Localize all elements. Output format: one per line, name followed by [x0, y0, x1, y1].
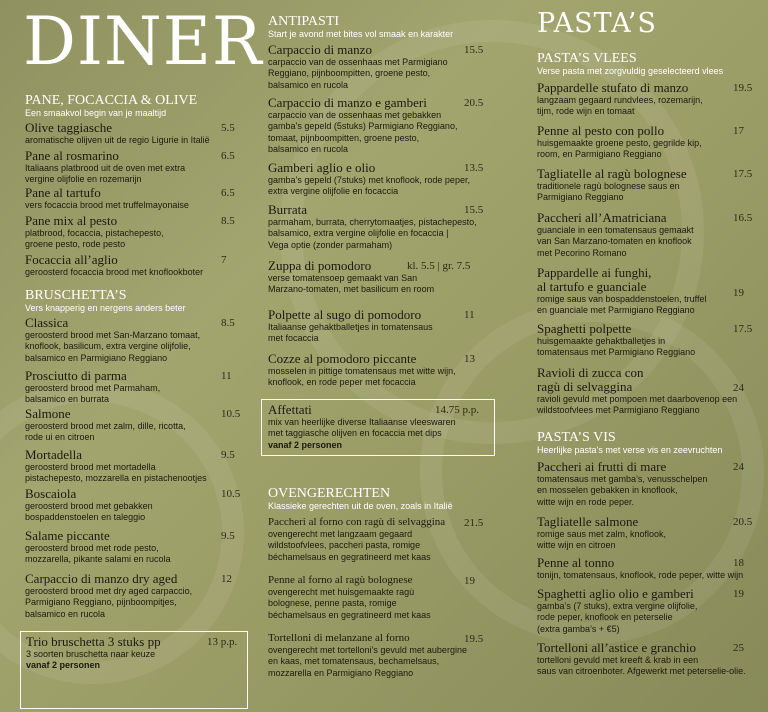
section-subtitle: Een smaakvol begin van je maaltijd — [25, 108, 167, 118]
menu-item — [268, 161, 500, 198]
section-header-pane — [25, 93, 255, 119]
menu-item — [25, 448, 247, 485]
item-description: mosselen in pittige tomatensaus met witte wijn, knoflook, en rode peper met focaccia — [268, 366, 456, 388]
item-price: 13 p.p. — [207, 636, 238, 648]
section-subtitle: Klassieke gerechten uit de oven, zoals in Italië — [268, 501, 453, 511]
menu-item — [25, 186, 247, 211]
item-name: Gamberi aglio e olio — [268, 160, 376, 175]
box-note: vanaf 2 personen — [26, 660, 101, 670]
item-name: Prosciutto di parma — [25, 368, 127, 383]
item-price: 24 — [733, 461, 744, 473]
item-description: geroosterd brood met zalm, dille, ricotta, rode ui en citroen — [25, 421, 186, 443]
item-name: Paccheri ai frutti di mare — [537, 459, 667, 474]
item-price: 19.5 — [464, 633, 484, 645]
item-name: Trio bruschetta 3 stuks pp — [26, 634, 161, 649]
item-price: 19.5 — [733, 82, 753, 94]
menu-item — [25, 572, 247, 620]
item-price: 8.5 — [221, 317, 235, 329]
item-name: Penne al forno al ragù bolognese — [268, 574, 413, 586]
item-name: Carpaccio di manzo dry aged — [25, 571, 178, 586]
item-price: 13.5 — [464, 162, 484, 174]
item-name: Pappardelle ai funghi, al tartufo e guanciale — [537, 265, 652, 294]
item-name: Polpette al sugo di pomodoro — [268, 307, 422, 322]
menu-item — [537, 366, 762, 417]
item-name: Carpaccio di manzo e gamberi — [268, 95, 427, 110]
item-description: romige saus met zalm, knoflook, witte wijn en citroen — [537, 529, 667, 551]
item-name: Tortelloni di melanzane al forno — [268, 632, 410, 644]
item-description: Italiaans platbrood uit de oven met extra vergine olijfolie en rozemarijn — [25, 163, 186, 185]
menu-item — [537, 587, 762, 635]
item-name: Ravioli di zucca con ragù di selvaggina — [537, 365, 644, 394]
item-price: 17 — [733, 125, 744, 137]
menu-item — [268, 632, 500, 679]
section-title: ANTIPASTI — [268, 14, 340, 29]
item-name: Carpaccio di manzo — [268, 42, 372, 57]
item-name: Paccheri all’Amatriciana — [537, 210, 667, 225]
menu-item — [537, 556, 762, 581]
item-description: gamba’s gepeld (7stuks) met knoflook, rode peper, extra vergine olijfolie en focaccia — [268, 175, 470, 197]
section-subtitle: Verse pasta met zorgvuldig geselecteerd vlees — [537, 66, 724, 76]
item-name: Spaghetti polpette — [537, 321, 632, 336]
item-price: 15.5 — [464, 44, 484, 56]
item-name: Penne al pesto con pollo — [537, 123, 665, 138]
menu-item — [537, 322, 762, 359]
page-title: DINER — [23, 3, 263, 80]
item-description: mix van heerlijke diverse Italiaanse vleeswaren met taggiasche olijven en focaccia met dips — [268, 417, 456, 439]
item-description: romige saus van bospaddenstoelen, truffel en guanciale met Parmigiano Reggiano — [537, 294, 707, 316]
section-subtitle: Heerlijke pasta’s met verse vis en zeevruchten — [537, 445, 723, 455]
item-description: tonijn, tomatensaus, knoflook, rode peper, witte wijn — [537, 570, 744, 580]
menu-item — [25, 149, 247, 186]
pasta-title: PASTA’S — [537, 8, 657, 39]
menu-item — [268, 574, 500, 621]
menu-item — [25, 214, 247, 251]
item-description: geroosterd focaccia brood met knoflookboter — [25, 267, 204, 277]
item-name: Mortadella — [25, 447, 83, 462]
item-price: 14.75 p.p. — [435, 404, 479, 416]
item-price: 16.5 — [733, 212, 753, 224]
item-description: ovengerecht met langzaam gegaard wildstoofvlees, paccheri pasta, romige béchamelsaus en gegratineerd met kaas — [268, 529, 431, 562]
item-description: guanciale in een tomatensaus gemaakt van San Marzano-tomaten en knoflook met Pecorino Romano — [537, 225, 694, 258]
section-header-antipasti — [268, 14, 508, 40]
menu-item — [537, 515, 762, 552]
item-name: Spaghetti aglio olio e gamberi — [537, 586, 694, 601]
item-price: 15.5 — [464, 204, 484, 216]
menu-item — [537, 81, 762, 118]
item-description: carpaccio van de ossenhaas met Parmigiano Reggiano, pijnboompitten, groene pesto, balsamico en rucola — [268, 57, 448, 90]
item-description: tortelloni gevuld met kreeft & krab in een saus van citroenboter. Afgewerkt met peterselie-olie. — [537, 655, 746, 677]
item-price: 20.5 — [733, 516, 753, 528]
menu-item — [25, 529, 247, 566]
item-price: 19 — [464, 575, 475, 587]
item-name: Pane al tartufo — [25, 185, 101, 200]
menu-item — [268, 352, 500, 389]
menu-item — [537, 124, 762, 161]
item-description: Italiaanse gehaktballetjes in tomatensaus met focaccia — [268, 322, 433, 344]
item-price: 5.5 — [221, 122, 235, 134]
item-price: 10.5 — [221, 408, 241, 420]
section-header-pasta-vlees — [537, 51, 767, 77]
section-header-oven — [268, 486, 508, 512]
item-description: gamba’s (7 stuks), extra vergine olijfolie, rode peper, knoflook en peterselie (extra gamba’s + €5) — [537, 601, 698, 634]
item-description: langzaam gegaard rundvlees, rozemarijn, tijm, rode wijn en tomaat — [537, 95, 703, 117]
item-price: 6.5 — [221, 187, 235, 199]
item-description: ovengerecht met huisgemaakte ragù bolognese, penne pasta, romige béchamelsaus en gegratineerd met kaas — [268, 587, 431, 620]
item-description: traditionele ragù bolognese saus en Parmigiano Reggiano — [537, 181, 680, 203]
item-name: Pane mix al pesto — [25, 213, 118, 228]
item-description: geroosterd brood met mortadella pistachepesto, mozzarella en pistachenootjes — [25, 462, 207, 484]
item-name: Paccheri al forno con ragù di selvaggina — [268, 516, 446, 528]
item-name: Salame piccante — [25, 528, 110, 543]
menu-item — [537, 211, 762, 259]
menu-item — [25, 121, 247, 146]
menu-item — [268, 43, 500, 91]
menu-item — [25, 369, 247, 406]
item-name: Penne al tonno — [537, 555, 615, 570]
section-header-bruschetta — [25, 288, 255, 314]
section-subtitle: Vers knapperig en nergens anders beter — [25, 303, 186, 313]
item-description: huisgemaakte gehaktballetjes in tomatensaus met Parmigiano Reggiano — [537, 336, 696, 358]
item-price: 19 — [733, 287, 744, 299]
item-price: 6.5 — [221, 150, 235, 162]
item-price: kl. 5.5 | gr. 7.5 — [407, 260, 471, 272]
item-description: geroosterd brood met dry aged carpaccio, Parmigiano Reggiano, pijnboompitjes, balsamico en rucola — [25, 586, 193, 619]
item-description: 3 soorten bruschetta naar keuze — [26, 649, 156, 659]
menu-item — [537, 167, 762, 204]
menu-item — [268, 96, 500, 155]
item-price: 9.5 — [221, 449, 235, 461]
item-name: Tagliatelle salmone — [537, 514, 639, 529]
menu-item — [268, 308, 500, 345]
item-description: tomatensaus met gamba’s, venusschelpen en mosselen gebakken in knoflook, witte wijn en rode peper. — [537, 474, 708, 507]
item-name: Affettati — [268, 402, 312, 417]
item-price: 8.5 — [221, 215, 235, 227]
item-price: 11 — [464, 309, 475, 321]
item-description: ovengerecht met tortelloni’s gevuld met aubergine en kaas, met tomatensaus, bechamelsaus, mozzarella en Parmigiano Reggiano — [268, 645, 467, 678]
item-price: 18 — [733, 557, 744, 569]
item-price: 13 — [464, 353, 475, 365]
item-price: 9.5 — [221, 530, 235, 542]
item-name: Boscaiola — [25, 486, 77, 501]
item-price: 11 — [221, 370, 232, 382]
section-title: OVENGERECHTEN — [268, 486, 391, 501]
item-description: parmaham, burrata, cherrytomaatjes, pistachepesto, balsamico, extra vergine olijfolie en focaccia | Vega optie (zonder parmaham) — [268, 217, 477, 250]
section-subtitle: Start je avond met bites vol smaak en karakter — [268, 29, 454, 39]
menu-item — [25, 316, 247, 364]
item-description: geroosterd brood met San-Marzano tomaat, knoflook, basilicum, extra vergine olijfolie, balsamico en Parmigiano Reggiano — [25, 330, 201, 363]
item-description: verse tomatensoep gemaakt van San Marzano-tomaten, met basilicum en room — [268, 273, 435, 295]
menu-item — [25, 253, 247, 278]
item-price: 21.5 — [464, 517, 484, 529]
section-title: PASTA’S VIS — [537, 430, 616, 445]
item-price: 24 — [733, 382, 744, 394]
item-description: carpaccio van de ossenhaas met gebakken gamba’s gepeld (5stuks) Parmigiano Reggiano, tomaat, pijnboompitten, groene pesto, balsamico en rucola — [268, 110, 458, 154]
menu-item — [25, 487, 247, 524]
menu-item — [268, 203, 500, 251]
item-description: geroosterd brood met gebakken bospaddenstoelen en taleggio — [25, 501, 153, 523]
section-title: PANE, FOCACCIA & OLIVE — [25, 93, 198, 108]
item-price: 25 — [733, 642, 744, 654]
item-description: vers focaccia brood met truffelmayonaise — [25, 200, 189, 210]
section-title: BRUSCHETTA’S — [25, 288, 127, 303]
section-title: PASTA’S VLEES — [537, 51, 637, 66]
item-name: Burrata — [268, 202, 307, 217]
item-description: ravioli gevuld met pompoen met daarbovenop een wildstoofvlees met Parmigiano Reggiano — [537, 394, 738, 416]
item-name: Salmone — [25, 406, 71, 421]
item-price: 19 — [733, 588, 744, 600]
item-description: huisgemaakte groene pesto, gegrilde kip, room, en Parmigiano Reggiano — [537, 138, 702, 160]
section-header-pasta-vis — [537, 430, 767, 456]
menu-item — [537, 460, 762, 508]
affettati-box — [261, 399, 495, 456]
item-name: Cozze al pomodoro piccante — [268, 351, 417, 366]
item-name: Olive taggiasche — [25, 120, 112, 135]
item-name: Tagliatelle al ragù bolognese — [537, 166, 687, 181]
menu-item — [268, 516, 500, 563]
box-note: vanaf 2 personen — [268, 440, 343, 450]
item-description: aromatische olijven uit de regio Ligurie in Italië — [25, 135, 210, 145]
item-name: Zuppa di pomodoro — [268, 258, 372, 273]
trio-bruschetta-box — [20, 631, 248, 709]
menu-item — [537, 641, 762, 678]
item-price: 10.5 — [221, 488, 241, 500]
item-price: 7 — [221, 254, 227, 266]
menu-item — [268, 259, 500, 296]
item-price: 17.5 — [733, 323, 753, 335]
item-description: geroosterd brood met Parmaham, balsamico en burrata — [25, 383, 161, 405]
item-description: platbrood, focaccia, pistachepesto, groene pesto, rode pesto — [25, 228, 164, 250]
item-name: Tortelloni all’astice e granchio — [537, 640, 696, 655]
menu-item — [25, 407, 247, 444]
item-price: 20.5 — [464, 97, 484, 109]
item-name: Classica — [25, 315, 69, 330]
item-name: Pane al rosmarino — [25, 148, 119, 163]
item-description: geroosterd brood met rode pesto, mozzarella, pikante salami en rucola — [25, 543, 171, 565]
menu-item — [537, 266, 762, 317]
item-name: Focaccia all’aglio — [25, 252, 118, 267]
item-price: 12 — [221, 573, 232, 585]
item-name: Pappardelle stufato di manzo — [537, 80, 689, 95]
item-price: 17.5 — [733, 168, 753, 180]
